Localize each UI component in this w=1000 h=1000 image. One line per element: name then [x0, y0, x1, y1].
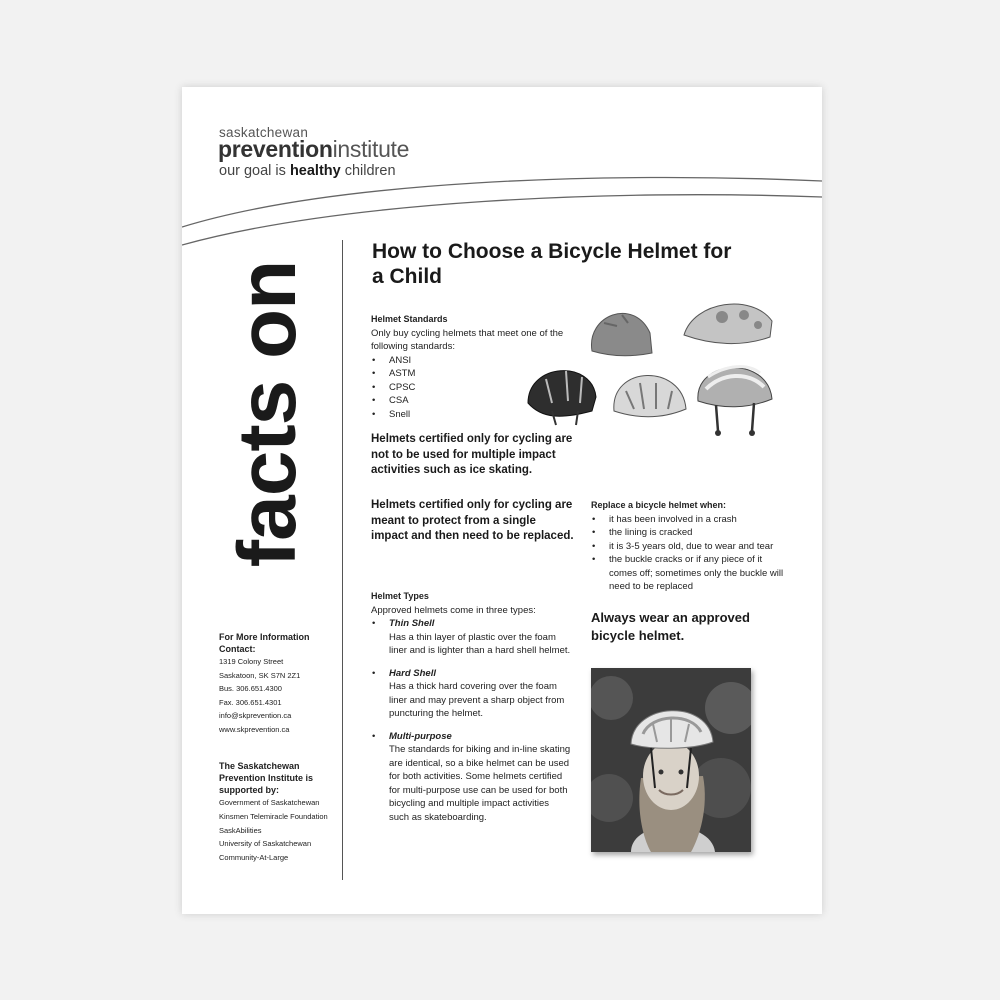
helmet-type-item — [371, 617, 571, 658]
helmet-type-item — [371, 667, 571, 721]
single-impact-note: Helmets certified only for cycling are meant to protect from a single impact and then need to be replaced. — [371, 499, 574, 542]
child-helmet-photo — [591, 668, 751, 852]
supporter-item: Community-At-Large — [219, 852, 289, 862]
supporter-item: Government of Saskatchewan — [219, 798, 320, 807]
tagline-post: children — [340, 163, 396, 179]
standard-item: • ASTM — [371, 367, 571, 381]
contact-line: 1319 Colony Street — [219, 657, 284, 666]
contact-website: www.skprevention.ca — [219, 724, 290, 734]
standard-item: • CSA — [371, 394, 571, 408]
replace-helmet-section — [591, 499, 791, 594]
standard-item: • ANSI — [371, 354, 571, 368]
cycling-only-warning: Helmets certified only for cycling are not to be used for multiple impact activities such as ice skating. — [371, 433, 573, 476]
types-list — [371, 617, 571, 824]
types-heading: Helmet Types — [371, 591, 429, 601]
helmet-type-name: • Thin Shell — [389, 618, 435, 629]
helmet-type-name: • Multi-purpose — [389, 730, 452, 742]
supporter-item: University of Saskatchewan — [219, 839, 312, 848]
helmet-images — [522, 293, 782, 453]
standard-item: • Snell — [371, 408, 571, 422]
helmet-image-1 — [591, 313, 652, 355]
contact-heading: For More Information Contact: — [219, 632, 310, 654]
org-name-bold: prevention — [218, 136, 333, 162]
replace-item: • it has been involved in a crash — [591, 513, 791, 527]
supporters-heading: The Saskatchewan Prevention Institute is supported by: — [219, 761, 314, 795]
standard-item: • CPSC — [371, 381, 571, 395]
supporter-item: SaskAbilities — [219, 825, 262, 835]
replace-list — [591, 513, 791, 594]
column-divider — [342, 240, 343, 880]
helmet-type-desc: Has a thick hard covering over the foam liner and may prevent a sharp object from puncturing the helmet. — [389, 681, 565, 719]
helmet-image-2 — [684, 304, 772, 344]
replace-heading: Replace a bicycle helmet when: — [591, 500, 727, 510]
standards-heading: Helmet Standards — [371, 314, 448, 324]
contact-line: Bus. 306.651.4300 — [219, 684, 282, 693]
replace-item: • the buckle cracks or if any piece of it comes off; sometimes only the buckle will need to be replaced — [591, 553, 791, 594]
replace-item: • the lining is cracked — [591, 526, 791, 540]
helmet-type-desc: Has a thin layer of plastic over the foam liner and is lighter than a hard shell helmet. — [389, 631, 571, 656]
fact-sheet-page — [182, 87, 822, 914]
contact-email: info@skprevention.ca — [219, 711, 292, 720]
types-intro: Approved helmets come in three types: — [371, 604, 536, 616]
helmet-type-desc: The standards for biking and in-line skating are identical, so a bike helmet can be used for both activities. Some helmets certified for multi-purpose use can be used for both bicycling and multiple impact activities such as skateboarding. — [389, 744, 571, 823]
org-name-small: saskatchewan — [219, 125, 309, 140]
child-photo-illustration — [591, 668, 751, 852]
facts-on-vertical-title — [221, 249, 313, 579]
org-name-logo — [218, 136, 409, 163]
helmet-image-5 — [698, 367, 772, 436]
contact-line: Saskatoon, SK S7N 2Z1 — [219, 670, 301, 680]
page-title: How to Choose a Bicycle Helmet for a Child — [372, 240, 732, 288]
org-name-rest: institute — [332, 136, 410, 162]
standards-intro: Only buy cycling helmets that meet one of the following standards: — [371, 327, 564, 352]
helmet-types-section — [371, 590, 571, 833]
supporters-block — [219, 760, 331, 864]
contact-line: Fax. 306.651.4301 — [219, 697, 282, 707]
helmet-image-3 — [528, 371, 596, 425]
helmet-image-4 — [614, 375, 686, 416]
always-wear-callout: Always wear an approved bicycle helmet. — [591, 610, 750, 643]
supporter-item: Kinsmen Telemiracle Foundation — [219, 811, 328, 821]
tagline-pre: our goal is — [219, 163, 290, 179]
contact-block — [219, 631, 331, 736]
tagline-bold: healthy — [289, 163, 341, 179]
helmet-type-item — [371, 730, 571, 825]
replace-item: • it is 3-5 years old, due to wear and tear — [591, 540, 791, 554]
facts-on-text: facts on — [221, 260, 313, 568]
helmet-type-name: • Hard Shell — [389, 667, 436, 679]
